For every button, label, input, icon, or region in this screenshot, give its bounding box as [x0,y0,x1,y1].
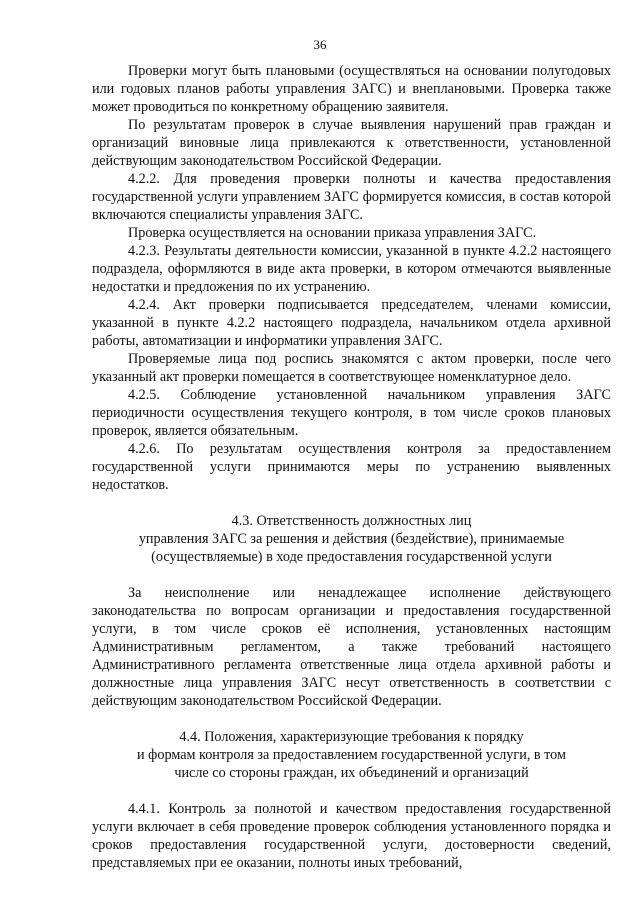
paragraph-4-2-3: 4.2.3. Результаты деятельности комиссии, указанной в пункте 4.2.2 настоящего подраздела, оформляются в виде акта проверки, в котором отмечаются выявленные недостатки и предложения по их устранению. [92,243,611,295]
page-number: 36 [313,37,327,52]
heading-line: 4.4. Положения, характеризующие требования к порядку [179,729,524,745]
page-content [92,62,611,872]
paragraph-4-4-1: 4.4.1. Контроль за полнотой и качеством предоставления государственной услуги включает в себя проведение проверок соблюдения установленного порядка и сроков предоставления государственной услуги, достоверности сведений, представляемых при ее оказании, полноты иных требований, [92,801,611,871]
section-heading-4-4 [92,728,611,782]
heading-line: (осуществляемые) в ходе предоставления государственной услуги [151,549,552,565]
section-heading-4-3 [92,512,611,566]
paragraph-4-2-4: 4.2.4. Акт проверки подписывается председателем, членами комиссии, указанной в пункте 4.2.2 настоящего подраздела, начальником отдела архивной работы, автоматизации и информатики управления ЗАГС. [92,297,611,349]
heading-line: управления ЗАГС за решения и действия (бездействие), принимаемые [138,531,565,547]
paragraph-4-2-5: 4.2.5. Соблюдение установленной начальником управления ЗАГС периодичности осуществления текущего контроля, в том числе сроков плановых проверок, является обязательным. [92,387,611,439]
paragraph-acquaintance: Проверяемые лица под роспись знакомятся с актом проверки, после чего указанный акт проверки помещается в соответствующее номенклатурное дело. [92,351,611,385]
heading-line: 4.3. Ответственность должностных лиц [231,513,472,529]
paragraph-4-2-2: 4.2.2. Для проведения проверки полноты и качества предоставления государственной услуги управлением ЗАГС формируется комиссия, в состав которой включаются специалисты управления ЗАГС. [92,171,611,223]
heading-line: и формам контроля за предоставлением государственной услуги, в том [137,747,566,763]
paragraph-responsibility: За неисполнение или ненадлежащее исполнение действующего законодательства по вопросам организации и предоставления государственной услуги, в том числе сроков её исполнения, установленных настоящим Административным регламентом, а также требований настоящего Административного регламента ответственные лица отдела архивной работы и должностные лица управления ЗАГС несут ответственность в соответствии с действующим законодательством Российской Федерации. [92,585,611,709]
paragraph-check-results: По результатам проверок в случае выявления нарушений прав граждан и организаций виновные лица привлекаются к ответственности, установленной действующим законодательством Российской Федерации. [92,117,611,169]
paragraph-check-basis: Проверка осуществляется на основании приказа управления ЗАГС. [128,225,537,241]
heading-line: числе со стороны граждан, их объединений и организаций [174,765,529,781]
paragraph-planned-checks: Проверки могут быть плановыми (осуществляться на основании полугодовых или годовых планов работы управления ЗАГС) и внеплановыми. Проверка также может проводиться по конкретному обращению заявителя. [92,63,611,115]
paragraph-4-2-6: 4.2.6. По результатам осуществления контроля за предоставлением государственной услуги принимаются меры по устранению выявленных недостатков. [92,441,611,493]
